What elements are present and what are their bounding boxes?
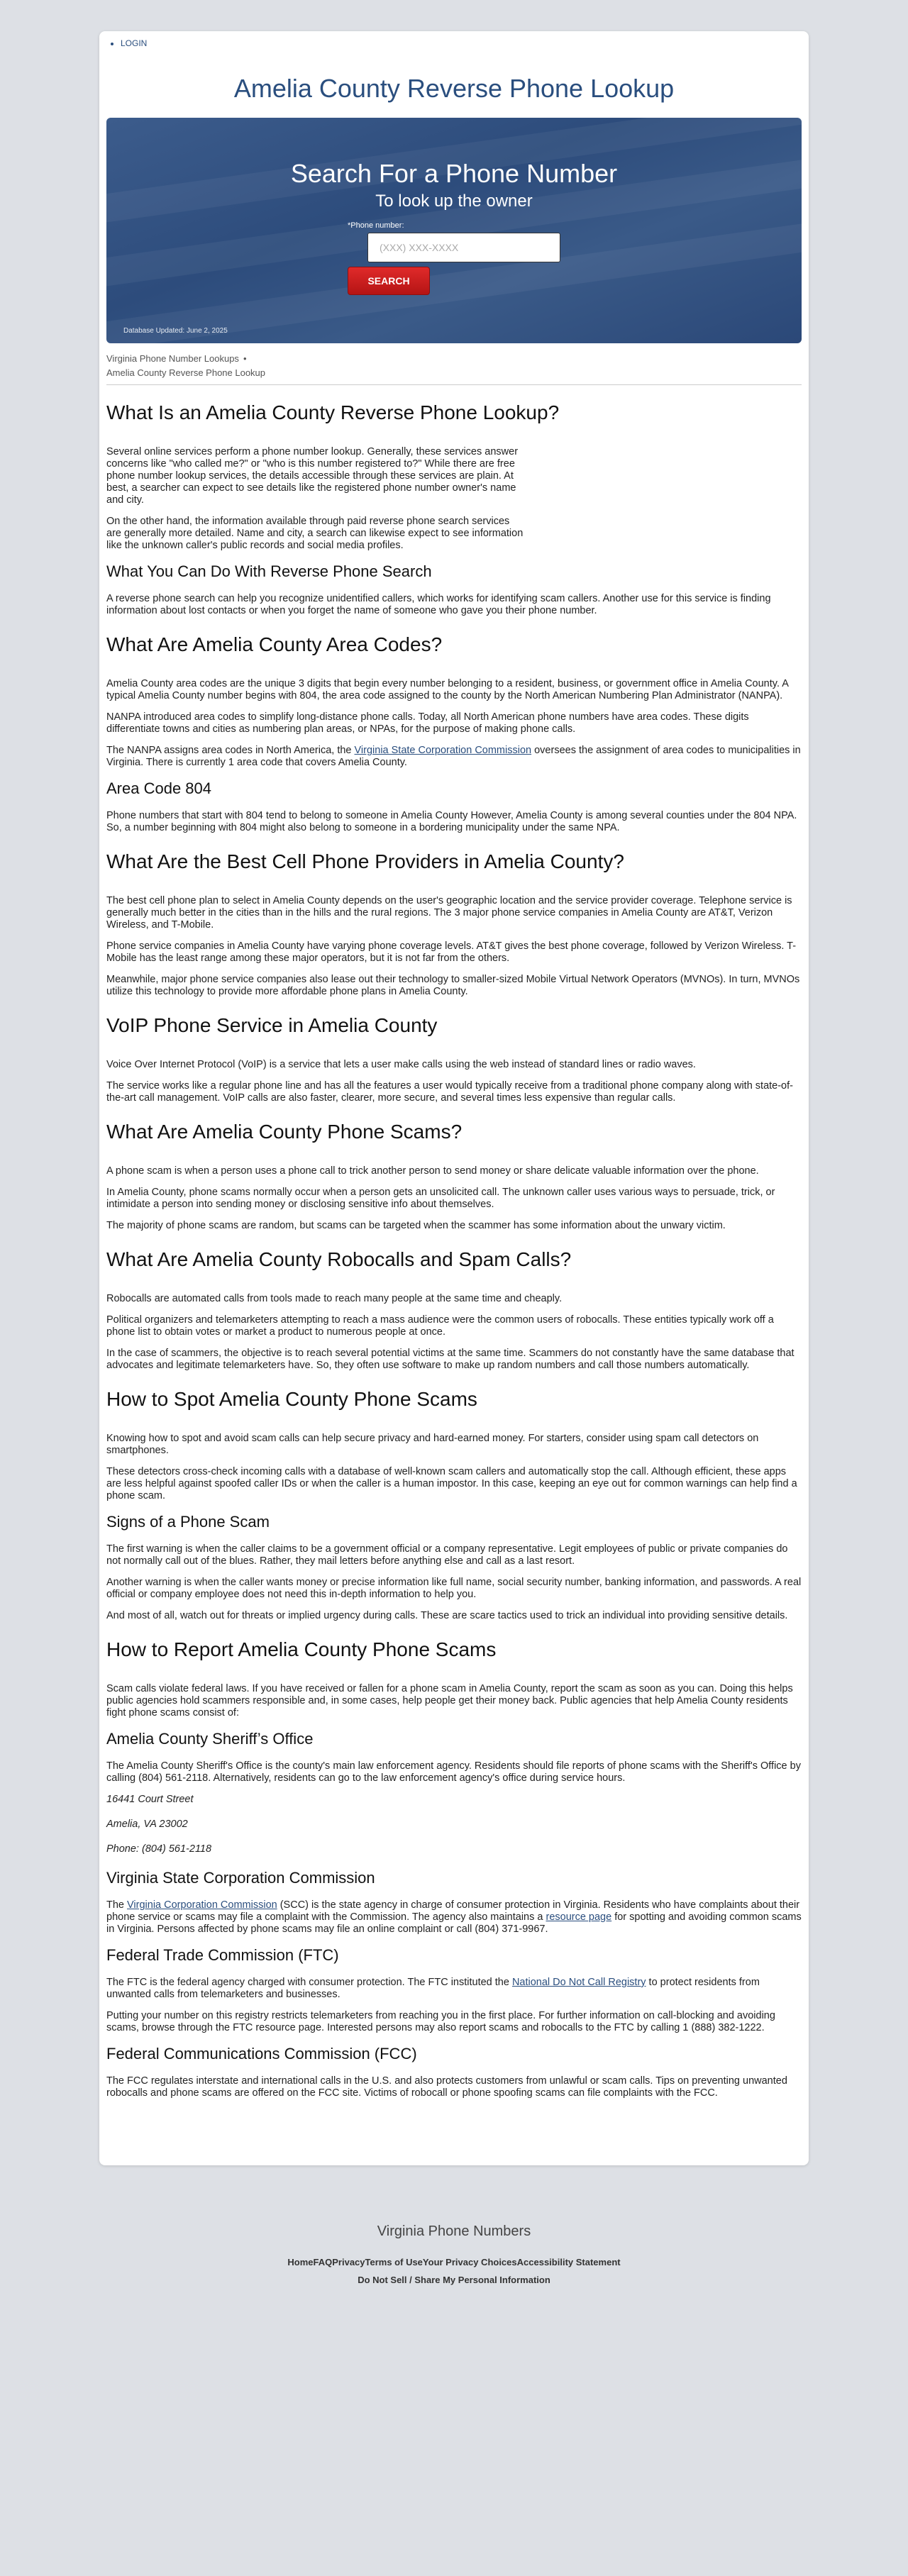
footer-privacy-link[interactable]: Privacy (332, 2257, 365, 2267)
hero-heading: Search For a Phone Number (290, 159, 618, 188)
paragraph: Several online services perform a phone number lookup. Generally, these services answer concerns like "who called me?" or "who is this number registered to?" While there are free phone number lookup services, the details accessible through these services are plain. At best, a searcher can expect to see details like the registered phone number owner's name and city. (106, 446, 519, 506)
paragraph: Robocalls are automated calls from tools made to reach many people at the same time and cheaply. (106, 1293, 563, 1304)
breadcrumb-current: Amelia County Reverse Phone Lookup (106, 367, 266, 378)
phone-input[interactable] (367, 233, 560, 262)
paragraph: In Amelia County, phone scams normally occur when a person gets an unsolicited call. The unknown caller uses various ways to persuade, trick, or intimidate a person into sending money or disclosing sensitive info about themselves. (106, 1187, 775, 1210)
section-heading: VoIP Phone Service in Amelia County (106, 1014, 438, 1036)
paragraph: Voice Over Internet Protocol (VoIP) is a service that lets a user make calls using the web instead of standard lines or radio waves. (106, 1059, 696, 1070)
phone-label: *Phone number: (348, 221, 404, 230)
divider (106, 384, 802, 385)
paragraph: The FCC regulates interstate and international calls in the U.S. and also protects customers from unlawful or scam calls. Tips on preventing unwanted robocalls and phone scams are offered on the FCC site. Victims of robocall or phone spoofing scams can file complaints with the FCC. (106, 2075, 787, 2099)
main-card (99, 31, 809, 2165)
paragraph: The service works like a regular phone line and has all the features a user would typically receive from a traditional phone company along with state-of-the-art call management. VoIP calls are also faster, clearer, more secure, and several times less expensive than regular calls. (106, 1080, 793, 1104)
breadcrumb (106, 352, 802, 380)
text: for spotting and avoiding common scams in Virginia. Persons affected by phone scams may file an online complaint or call (804) 371-9967. (106, 1911, 802, 1935)
paragraph: On the other hand, the information available through paid reverse phone search services are generally more detailed. Name and city, a search can likewise expect to see information like the unknown caller's public records and social media profiles. (106, 516, 524, 551)
text: to protect residents from unwanted calls from telemarketers and businesses. (106, 1977, 760, 2000)
paragraph: Phone service companies in Amelia County have varying phone coverage levels. AT&T gives the best phone coverage, followed by Verizon Wireless. T-Mobile has the least range among these major operators, but it is not far from the others. (106, 940, 797, 964)
search-hero (106, 118, 802, 343)
footer-do-not-sell-link[interactable]: Do Not Sell / Share My Personal Information (358, 2275, 550, 2285)
text: The NANPA assigns area codes in North America, the (106, 745, 355, 756)
article (106, 401, 802, 2099)
footer-links (0, 2257, 908, 2267)
paragraph: Meanwhile, major phone service companies also lease out their technology to smaller-sized Mobile Virtual Network Operators (MVNOs). In turn, MVNOs utilize this technology to provide more affordable phone plans in Amelia County. (106, 974, 800, 997)
paragraph: In the case of scammers, the objective is to reach several potential victims at the same time. Scammers do not constantly have the same database that advocates and legitimate telemarketers have. So, they often use software to make up random numbers and call those numbers automatically. (106, 1348, 794, 1371)
address-city: Amelia, VA 23002 (106, 1819, 188, 1830)
paragraph: And most of all, watch out for threats or implied urgency during calls. These are scare tactics used to trick an individual into providing sensitive details. (106, 1610, 788, 1621)
footer-privacy-choices-link[interactable]: Your Privacy Choices (422, 2257, 517, 2267)
section-heading: What Is an Amelia County Reverse Phone Lookup? (106, 401, 560, 423)
nav-login-item (121, 38, 802, 48)
subsection-heading: Federal Communications Commission (FCC) (106, 2045, 417, 2063)
paragraph: Knowing how to spot and avoid scam calls can help secure privacy and hard-earned money. For starters, consider using spam call detectors on smartphones. (106, 1433, 759, 1456)
footer-home-link[interactable]: Home (287, 2257, 314, 2267)
section-heading: What Are Amelia County Robocalls and Spam Calls? (106, 1248, 572, 1270)
section-heading: How to Spot Amelia County Phone Scams (106, 1388, 477, 1410)
paragraph: The majority of phone scams are random, but scams can be targeted when the scammer has some information about the unwary victim. (106, 1220, 726, 1231)
text: The (106, 1899, 128, 1911)
address-phone: Phone: (804) 561-2118 (106, 1843, 212, 1855)
breadcrumb-separator: • (243, 353, 247, 364)
footer-site-name: Virginia Phone Numbers (377, 2224, 531, 2239)
footer-accessibility-link[interactable]: Accessibility Statement (516, 2257, 621, 2267)
paragraph: The Amelia County Sheriff's Office is the county's main law enforcement agency. Residents should file reports of phone scams with the Sheriff's Office by calling (804) 561-2118. Alternatively, residents can go to the law enforcement agency's office during service hours. (106, 1760, 801, 1784)
footer-terms-link[interactable]: Terms of Use (365, 2257, 423, 2267)
footer-faq-link[interactable]: FAQ (313, 2257, 333, 2267)
paragraph: Scam calls violate federal laws. If you have received or fallen for a phone scam in Amelia County, report the scam as soon as you can. Doing this helps public agencies hold scammers responsible and, in some cases, help people get their money back. Public agencies that help Amelia County residents fight phone scams consist of: (106, 1683, 793, 1719)
breadcrumb-state-link[interactable]: Virginia Phone Number Lookups (106, 353, 239, 364)
text: oversees the assignment of area codes to municipalities in Virginia. There is currently 1 area code that covers Amelia County. (106, 745, 801, 768)
text: (SCC) is the state agency in charge of consumer protection in Virginia. Residents who have complaints about their phone service or scams may file a complaint with the Commission. The agency also maintains a (106, 1899, 800, 1923)
paragraph: The first warning is when the caller claims to be a government official or a company representative. Legit employees of public or private companies do not normally call out of the blues. Rather, they mail letters before anything else and call as a last resort. (106, 1543, 788, 1567)
footer (0, 2224, 908, 2285)
paragraph: Amelia County area codes are the unique 3 digits that begin every number belonging to a resident, business, or government office in Amelia County. A typical Amelia County number begins with 804, the area code assigned to the county by the North American Numbering Plan Administrator (NANPA). (106, 678, 789, 701)
login-link[interactable]: LOGIN (121, 38, 148, 48)
paragraph: Phone numbers that start with 804 tend to belong to someone in Amelia County However, Amelia County is among several counties under the 804 NPA. So, a number beginning with 804 might also belong to someone in a bordering municipality under the same NPA. (106, 810, 797, 833)
paragraph: Putting your number on this registry restricts telemarketers from reaching you in the first place. For further information on call-blocking and avoiding scams, browse through the FTC resource page. Interested persons may also report scams and robocalls to the FTC by calling 1 (888) 382-1222. (106, 2010, 775, 2033)
paragraph: NANPA introduced area codes to simplify long-distance phone calls. Today, all North American phone numbers have area codes. These digits differentiate towns and cities as numbering plan areas, or NPAs, for the purpose of making phone calls. (106, 711, 749, 735)
paragraph (106, 1977, 802, 2001)
paragraph: Another warning is when the caller wants money or precise information like full name, social security number, banking information, and passwords. A real official or company employee does not need this in-depth information to help you. (106, 1577, 802, 1600)
paragraph (106, 1899, 802, 1936)
paragraph: These detectors cross-check incoming calls with a database of well-known scam callers and automatically stop the call. Although efficient, these apps are less helpful against spoofed caller IDs or when the caller is a human impostor. In this case, keeping an eye out for common warnings can help find a phone scam. (106, 1466, 797, 1501)
address-street: 16441 Court Street (106, 1794, 194, 1805)
footer-links-secondary (0, 2275, 908, 2285)
section-heading: What Are Amelia County Area Codes? (106, 633, 443, 655)
section-heading: What Are Amelia County Phone Scams? (106, 1121, 463, 1143)
subsection-heading: Signs of a Phone Scam (106, 1513, 270, 1531)
subsection-heading: Federal Trade Commission (FTC) (106, 1946, 339, 1964)
text: The FTC is the federal agency charged with consumer protection. The FTC instituted the (106, 1977, 512, 1988)
paragraph: A reverse phone search can help you recognize unidentified callers, which works for identifying scam callers. Another use for this service is finding information about lost contacts or when you forget the name of someone who gave you their phone number. (106, 593, 771, 616)
do-not-call-registry-link[interactable]: National Do Not Call Registry (511, 1977, 646, 1988)
paragraph: The best cell phone plan to select in Amelia County depends on the user's geographic location and the service provider coverage. Telephone service is generally much better in the cities than in the hills and the rural regions. The 3 major phone service companies in Amelia County are AT&T, Verizon Wireless, and T-Mobile. (106, 895, 792, 931)
paragraph: Political organizers and telemarketers attempting to reach a mass audience were the common users of robocalls. These entities typically work off a phone list to obtain votes or market a product to numerous people at once. (106, 1314, 774, 1338)
hero-subheading: To look up the owner (375, 191, 533, 211)
virginia-corporation-commission-link[interactable]: Virginia Corporation Commission (127, 1899, 277, 1911)
subsection-heading: Amelia County Sheriff’s Office (106, 1730, 314, 1748)
section-heading: How to Report Amelia County Phone Scams (106, 1638, 497, 1660)
database-updated: Database Updated: June 2, 2025 (123, 327, 228, 335)
subsection-heading: Area Code 804 (106, 779, 211, 797)
search-form (348, 221, 560, 295)
section-heading: What Are the Best Cell Phone Providers in Amelia County? (106, 850, 624, 872)
scc-link[interactable]: Virginia State Corporation Commission (354, 745, 532, 756)
search-button[interactable]: SEARCH (348, 267, 430, 295)
paragraph: A phone scam is when a person uses a phone call to trick another person to send money or share delicate valuable information over the phone. (106, 1165, 759, 1177)
subsection-heading: What You Can Do With Reverse Phone Search (106, 562, 432, 580)
paragraph (106, 745, 802, 769)
subsection-heading: Virginia State Corporation Commission (106, 1869, 375, 1887)
page-title: Amelia County Reverse Phone Lookup (233, 74, 675, 103)
resource-page-link[interactable]: resource page (546, 1911, 612, 1923)
top-nav (121, 38, 802, 48)
